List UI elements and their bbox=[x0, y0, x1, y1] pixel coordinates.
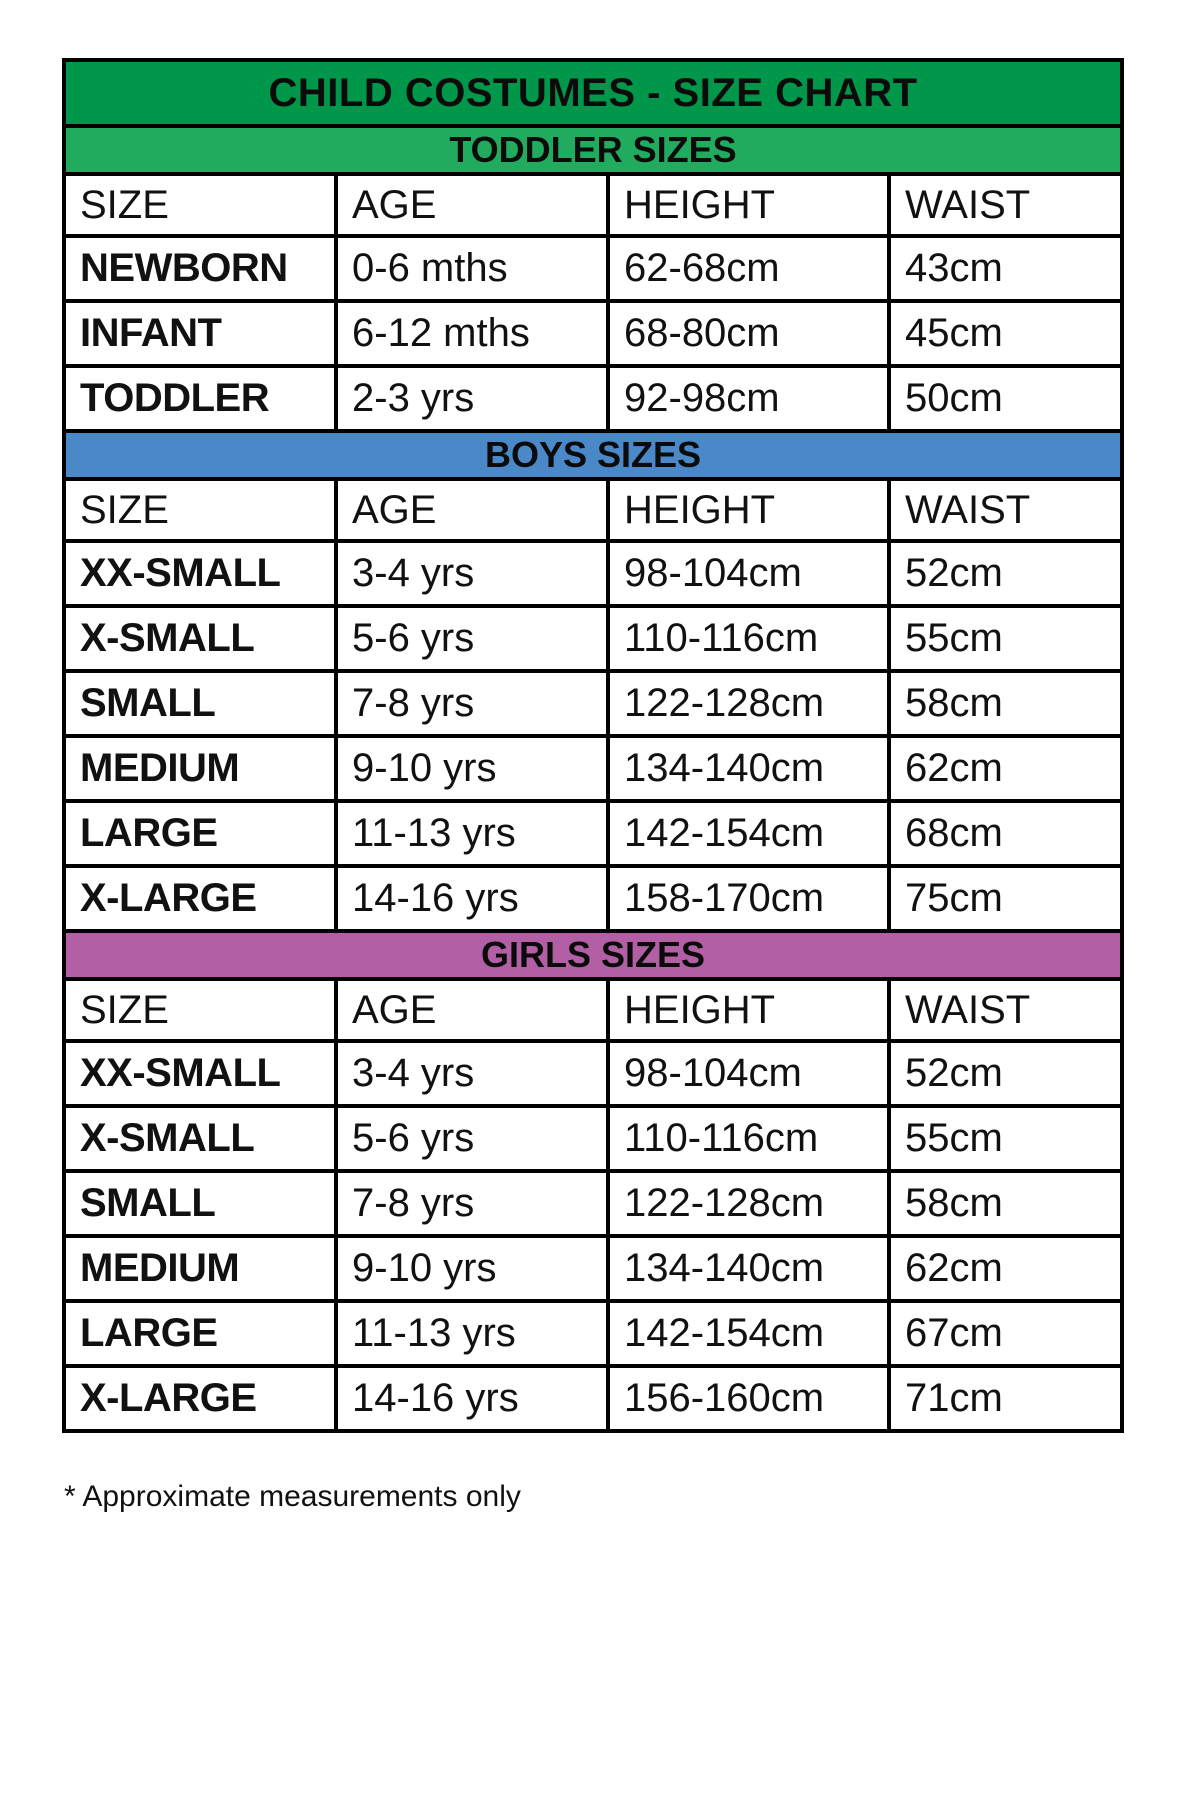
waist-cell: 50cm bbox=[889, 366, 1122, 431]
height-cell: 142-154cm bbox=[608, 801, 889, 866]
waist-cell: 58cm bbox=[889, 1171, 1122, 1236]
age-cell: 7-8 yrs bbox=[336, 1171, 608, 1236]
size-cell: X-LARGE bbox=[64, 1366, 336, 1431]
section-header-girls-sizes: GIRLS SIZES bbox=[64, 931, 1122, 979]
waist-cell: 43cm bbox=[889, 236, 1122, 301]
table-row bbox=[64, 301, 1122, 366]
column-header-waist: WAIST bbox=[889, 979, 1122, 1041]
height-cell: 134-140cm bbox=[608, 736, 889, 801]
waist-cell: 68cm bbox=[889, 801, 1122, 866]
height-cell: 156-160cm bbox=[608, 1366, 889, 1431]
section-bar-girls bbox=[64, 931, 1122, 979]
size-cell: SMALL bbox=[64, 671, 336, 736]
section-bar-boys bbox=[64, 431, 1122, 479]
age-cell: 3-4 yrs bbox=[336, 541, 608, 606]
size-cell: MEDIUM bbox=[64, 736, 336, 801]
section-header-toddler-sizes: TODDLER SIZES bbox=[64, 126, 1122, 174]
table-row bbox=[64, 366, 1122, 431]
height-cell: 62-68cm bbox=[608, 236, 889, 301]
column-header-size: SIZE bbox=[64, 174, 336, 236]
size-cell: INFANT bbox=[64, 301, 336, 366]
age-cell: 6-12 mths bbox=[336, 301, 608, 366]
column-header-age: AGE bbox=[336, 479, 608, 541]
age-cell: 2-3 yrs bbox=[336, 366, 608, 431]
column-header-age: AGE bbox=[336, 174, 608, 236]
height-cell: 122-128cm bbox=[608, 1171, 889, 1236]
size-cell: TODDLER bbox=[64, 366, 336, 431]
table-row bbox=[64, 866, 1122, 931]
size-cell: X-LARGE bbox=[64, 866, 336, 931]
waist-cell: 55cm bbox=[889, 606, 1122, 671]
size-cell: LARGE bbox=[64, 1301, 336, 1366]
table-row bbox=[64, 1236, 1122, 1301]
height-cell: 68-80cm bbox=[608, 301, 889, 366]
table-row bbox=[64, 236, 1122, 301]
table-row bbox=[64, 1171, 1122, 1236]
age-cell: 3-4 yrs bbox=[336, 1041, 608, 1106]
footnote: * Approximate measurements only bbox=[64, 1480, 521, 1513]
age-cell: 5-6 yrs bbox=[336, 1106, 608, 1171]
age-cell: 11-13 yrs bbox=[336, 801, 608, 866]
table-row bbox=[64, 736, 1122, 801]
size-cell: X-SMALL bbox=[64, 1106, 336, 1171]
waist-cell: 55cm bbox=[889, 1106, 1122, 1171]
size-cell: XX-SMALL bbox=[64, 1041, 336, 1106]
column-header-row bbox=[64, 479, 1122, 541]
table-row bbox=[64, 1301, 1122, 1366]
size-cell: LARGE bbox=[64, 801, 336, 866]
section-bar-toddler bbox=[64, 126, 1122, 174]
height-cell: 142-154cm bbox=[608, 1301, 889, 1366]
size-cell: MEDIUM bbox=[64, 1236, 336, 1301]
column-header-height: HEIGHT bbox=[608, 174, 889, 236]
age-cell: 14-16 yrs bbox=[336, 866, 608, 931]
size-cell: SMALL bbox=[64, 1171, 336, 1236]
column-header-waist: WAIST bbox=[889, 479, 1122, 541]
height-cell: 122-128cm bbox=[608, 671, 889, 736]
table-row bbox=[64, 1041, 1122, 1106]
waist-cell: 71cm bbox=[889, 1366, 1122, 1431]
height-cell: 134-140cm bbox=[608, 1236, 889, 1301]
height-cell: 110-116cm bbox=[608, 1106, 889, 1171]
height-cell: 98-104cm bbox=[608, 1041, 889, 1106]
age-cell: 0-6 mths bbox=[336, 236, 608, 301]
height-cell: 92-98cm bbox=[608, 366, 889, 431]
column-header-size: SIZE bbox=[64, 979, 336, 1041]
waist-cell: 52cm bbox=[889, 1041, 1122, 1106]
chart-title: CHILD COSTUMES - SIZE CHART bbox=[64, 60, 1122, 126]
waist-cell: 75cm bbox=[889, 866, 1122, 931]
column-header-size: SIZE bbox=[64, 479, 336, 541]
column-header-age: AGE bbox=[336, 979, 608, 1041]
height-cell: 158-170cm bbox=[608, 866, 889, 931]
age-cell: 14-16 yrs bbox=[336, 1366, 608, 1431]
title-row bbox=[64, 60, 1122, 126]
waist-cell: 62cm bbox=[889, 1236, 1122, 1301]
age-cell: 9-10 yrs bbox=[336, 736, 608, 801]
age-cell: 7-8 yrs bbox=[336, 671, 608, 736]
table-row bbox=[64, 1366, 1122, 1431]
column-header-height: HEIGHT bbox=[608, 979, 889, 1041]
section-header-boys-sizes: BOYS SIZES bbox=[64, 431, 1122, 479]
column-header-row bbox=[64, 979, 1122, 1041]
age-cell: 11-13 yrs bbox=[336, 1301, 608, 1366]
size-cell: X-SMALL bbox=[64, 606, 336, 671]
column-header-row bbox=[64, 174, 1122, 236]
height-cell: 110-116cm bbox=[608, 606, 889, 671]
waist-cell: 67cm bbox=[889, 1301, 1122, 1366]
waist-cell: 62cm bbox=[889, 736, 1122, 801]
table-row bbox=[64, 801, 1122, 866]
column-header-height: HEIGHT bbox=[608, 479, 889, 541]
waist-cell: 45cm bbox=[889, 301, 1122, 366]
waist-cell: 52cm bbox=[889, 541, 1122, 606]
size-chart-table bbox=[62, 58, 1124, 1433]
waist-cell: 58cm bbox=[889, 671, 1122, 736]
column-header-waist: WAIST bbox=[889, 174, 1122, 236]
table-row bbox=[64, 671, 1122, 736]
table-row bbox=[64, 541, 1122, 606]
table-row bbox=[64, 1106, 1122, 1171]
size-cell: XX-SMALL bbox=[64, 541, 336, 606]
size-cell: NEWBORN bbox=[64, 236, 336, 301]
table-row bbox=[64, 606, 1122, 671]
age-cell: 9-10 yrs bbox=[336, 1236, 608, 1301]
height-cell: 98-104cm bbox=[608, 541, 889, 606]
age-cell: 5-6 yrs bbox=[336, 606, 608, 671]
